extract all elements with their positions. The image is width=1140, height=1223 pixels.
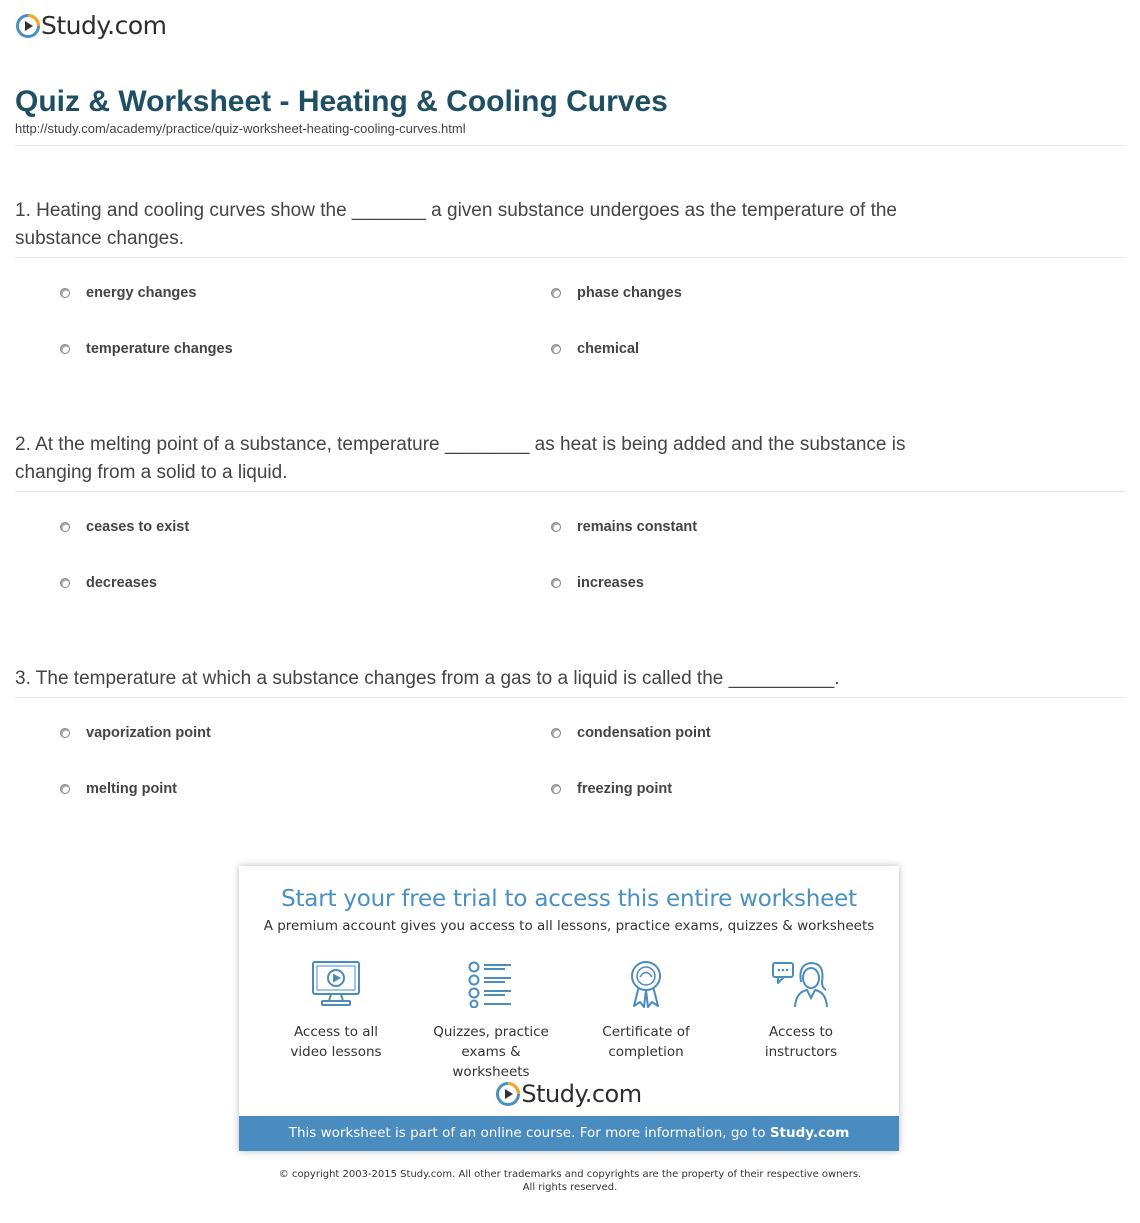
radio-button-icon[interactable] [551,344,561,354]
option-label: melting point [86,781,178,797]
option-label: increases [577,575,644,591]
q2-option-a[interactable] [60,517,189,537]
feature-instructors [731,960,871,1062]
radio-button-icon[interactable] [60,728,70,738]
checklist-icon [465,960,517,1008]
question-2-text: 2. At the melting point of a substance, temperature ________ as heat is being added and the substance is changing from a solid to a liquid. [15,434,906,483]
radio-button-icon[interactable] [60,344,70,354]
radio-button-icon[interactable] [60,784,70,794]
q2-option-d[interactable] [551,573,644,593]
option-label: phase changes [577,285,682,301]
q3-option-c[interactable] [60,779,177,799]
q3-option-a[interactable] [60,723,211,743]
page-url: http://study.com/academy/practice/quiz-worksheet-heating-cooling-curves.html [15,121,466,136]
q2-option-c[interactable] [60,573,157,593]
feature-label: Certificate of [602,1024,690,1040]
title-divider [15,145,1125,146]
radio-button-icon[interactable] [551,728,561,738]
study-link[interactable]: Study.com [769,1125,850,1141]
header-logo[interactable] [16,10,166,42]
option-label: energy changes [86,285,197,301]
radio-button-icon[interactable] [60,288,70,298]
radio-button-icon[interactable] [551,784,561,794]
instructor-chat-icon [771,960,831,1008]
option-label: vaporization point [86,725,211,741]
q1-option-c[interactable] [60,339,233,359]
copyright [0,1168,1140,1194]
question-1-text: 1. Heating and cooling curves show the _______ a given substance undergoes as the temperature of the substance changes. [15,200,897,249]
promo-logo[interactable] [239,1078,899,1110]
q1-option-b[interactable] [551,283,682,303]
study-logo-icon [496,1082,520,1106]
feature-label: completion [608,1044,684,1060]
feature-certificate [576,960,716,1062]
feature-label: instructors [764,1044,838,1060]
option-label: condensation point [577,725,711,741]
copyright-line: © copyright 2003-2015 Study.com. All other trademarks and copyrights are the property of their respective owners. [278,1169,862,1180]
feature-label: Quizzes, practice [433,1024,549,1040]
q1-option-a[interactable] [60,283,196,303]
radio-button-icon[interactable] [551,288,561,298]
radio-button-icon[interactable] [60,522,70,532]
study-logo-icon [16,14,40,38]
option-label: remains constant [577,519,698,535]
q3-option-d[interactable] [551,779,672,799]
feature-label: Access to [768,1024,834,1040]
q1-option-d[interactable] [551,339,639,359]
question-2-divider [15,491,1125,492]
logo-text: Study.com [521,1080,642,1108]
radio-button-icon[interactable] [60,578,70,588]
question-1-divider [15,257,1125,258]
free-trial-promo [239,866,899,1151]
feature-video-lessons [266,960,406,1062]
feature-quizzes [421,960,561,1082]
page-title: Quiz & Worksheet - Heating & Cooling Curves [15,85,668,118]
feature-label: exams & worksheets [452,1044,530,1080]
feature-label: video lessons [290,1044,382,1060]
course-info-text: This worksheet is part of an online course. For more information, go to [288,1125,770,1141]
course-info-bar [239,1116,899,1151]
promo-subtitle: A premium account gives you access to all lessons, practice exams, quizzes & worksheets [263,918,875,934]
certificate-ribbon-icon [620,960,672,1008]
promo-title[interactable]: Start your free trial to access this entire worksheet [281,886,857,912]
logo-text: Study.com [41,11,167,40]
q3-option-b[interactable] [551,723,711,743]
copyright-line: All rights reserved. [522,1182,618,1193]
option-label: temperature changes [86,341,233,357]
feature-label: Access to all [293,1024,379,1040]
video-monitor-icon [310,960,362,1008]
radio-button-icon[interactable] [551,578,561,588]
q2-option-b[interactable] [551,517,697,537]
radio-button-icon[interactable] [551,522,561,532]
question-3-divider [15,697,1125,698]
option-label: decreases [86,575,157,591]
question-3-text: 3. The temperature at which a substance changes from a gas to a liquid is called the __________. [15,668,840,689]
option-label: freezing point [577,781,673,797]
option-label: chemical [577,341,640,357]
option-label: ceases to exist [86,519,190,535]
